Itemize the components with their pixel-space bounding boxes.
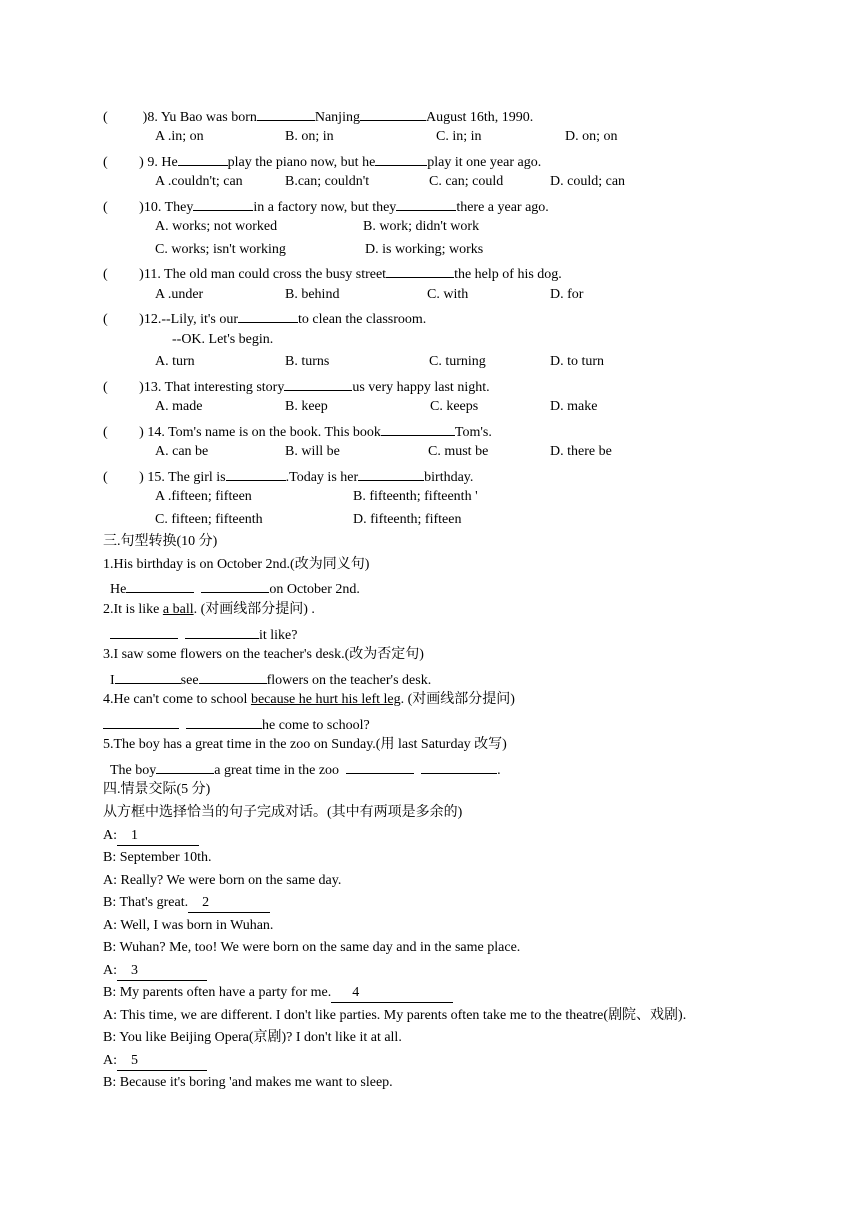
answer-blank[interactable] xyxy=(346,759,414,774)
dialogue-text: Well, I was born in Wuhan. xyxy=(120,918,274,933)
option-b: B. keep xyxy=(285,399,328,414)
answer-blank[interactable] xyxy=(156,759,214,774)
answer-text: I xyxy=(110,673,115,688)
transform-5-question: 5.The boy has a great time in the zoo on Sunday.(用 last Saturday 改写) xyxy=(103,737,507,752)
answer-blank[interactable] xyxy=(201,578,269,593)
speaker: B: xyxy=(103,850,117,865)
q11-stem-b: the help of his dog. xyxy=(454,267,562,282)
option-b: B. fifteenth; fifteenth ' xyxy=(353,489,478,504)
option-a: A .under xyxy=(155,287,204,302)
q13-stem: )13. That interesting story xyxy=(139,380,285,395)
question-text: . (对画线部分提问) xyxy=(400,692,515,707)
underlined-text: because he hurt his left leg xyxy=(250,692,401,707)
speaker: A: xyxy=(103,873,117,888)
answer-blank[interactable] xyxy=(110,624,178,639)
option-d: D. is working; works xyxy=(365,242,484,257)
dialogue-line xyxy=(103,962,207,981)
dialogue-text: Wuhan? Me, too! We were born on the same day and in the same place. xyxy=(119,940,521,955)
section-3-title: 三.句型转换(10 分) xyxy=(103,534,218,549)
answer-blank[interactable] xyxy=(193,196,253,211)
blank-number: 2 xyxy=(202,895,210,910)
question-text: 2.It is like xyxy=(103,602,163,617)
dialogue-line xyxy=(103,827,199,846)
transform-3-question: 3.I saw some flowers on the teacher's desk.(改为否定句) xyxy=(103,647,424,662)
dialogue-text: You like Beijing Opera(京剧)? I don't like it at all. xyxy=(119,1030,402,1045)
dialogue-line xyxy=(103,1029,402,1047)
q12-stem-b: to clean the classroom. xyxy=(298,312,427,327)
question-12 xyxy=(103,308,426,329)
paren: ( xyxy=(103,110,108,125)
option-c: C. can; could xyxy=(429,174,504,189)
transform-5-answer xyxy=(110,759,501,780)
q11-stem: )11. The old man could cross the busy street xyxy=(139,267,387,282)
option-d: D. fifteenth; fifteen xyxy=(353,512,462,527)
answer-text: a great time in the zoo xyxy=(214,763,340,778)
answer-blank[interactable] xyxy=(178,151,228,166)
transform-4-question xyxy=(103,691,515,709)
answer-blank[interactable] xyxy=(358,466,424,481)
speaker: B: xyxy=(103,940,117,955)
speaker: A: xyxy=(103,1008,117,1023)
option-d: D. there be xyxy=(550,444,612,459)
numbered-blank[interactable] xyxy=(117,1052,207,1071)
option-c: C. keeps xyxy=(430,399,479,414)
option-a: A .fifteen; fifteen xyxy=(155,489,252,504)
option-a: A .couldn't; can xyxy=(155,174,243,189)
q8-stem: )8. Yu Bao was born xyxy=(142,110,257,125)
dialogue-line xyxy=(103,872,341,890)
numbered-blank[interactable] xyxy=(331,984,453,1003)
option-a: A .in; on xyxy=(155,129,204,144)
question-15 xyxy=(103,466,473,487)
paren: ( xyxy=(103,425,108,440)
answer-blank[interactable] xyxy=(103,714,179,729)
underlined-text: a ball xyxy=(162,602,194,617)
section-4-instruction: 从方框中选择恰当的句子完成对话。(其中有两项是多余的) xyxy=(103,805,463,820)
question-10 xyxy=(103,196,549,217)
speaker: A: xyxy=(103,963,117,978)
answer-blank[interactable] xyxy=(186,714,262,729)
option-d: D. make xyxy=(550,399,598,414)
option-c: C. fifteen; fifteenth xyxy=(155,512,263,527)
answer-blank[interactable] xyxy=(126,578,194,593)
dialogue-line xyxy=(103,849,212,867)
q12-stem: )12.--Lily, it's our xyxy=(139,312,238,327)
option-b: B.can; couldn't xyxy=(285,174,370,189)
paren: ( xyxy=(103,312,108,327)
answer-text: see xyxy=(180,673,199,688)
option-c: C. with xyxy=(427,287,469,302)
answer-blank[interactable] xyxy=(360,106,426,121)
question-text: 4.He can't come to school xyxy=(103,692,251,707)
q9-stem: ) 9. He xyxy=(139,155,178,170)
transform-4-answer xyxy=(103,714,370,735)
transform-3-answer xyxy=(110,669,431,690)
option-c: C. turning xyxy=(429,354,486,369)
question-9 xyxy=(103,151,541,172)
blank-number: 5 xyxy=(131,1053,138,1068)
answer-blank[interactable] xyxy=(257,106,315,121)
option-d: D. on; on xyxy=(565,129,618,144)
question-13 xyxy=(103,376,490,397)
q15-stem: ) 15. The girl is xyxy=(139,470,226,485)
option-a: A. made xyxy=(155,399,203,414)
speaker: A: xyxy=(103,828,117,843)
dialogue-text: My parents often have a party for me. xyxy=(119,985,332,1000)
answer-text: He xyxy=(110,582,127,597)
option-c: C. works; isn't working xyxy=(155,242,286,257)
option-a: A. works; not worked xyxy=(155,219,278,234)
transform-1-answer xyxy=(110,578,360,599)
q9-stem-b: play the piano now, but he xyxy=(227,155,376,170)
speaker: B: xyxy=(103,1030,117,1045)
answer-blank[interactable] xyxy=(199,669,267,684)
blank-number: 1 xyxy=(131,828,138,843)
dialogue-text: Because it's boring 'and makes me want to sleep. xyxy=(119,1075,393,1090)
speaker: A: xyxy=(103,1053,117,1068)
option-d: D. could; can xyxy=(550,174,626,189)
speaker: A: xyxy=(103,918,117,933)
blank-number: 4 xyxy=(352,985,360,1000)
question-text: . (对画线部分提问) . xyxy=(193,602,315,617)
answer-blank[interactable] xyxy=(375,151,427,166)
question-8 xyxy=(103,106,533,127)
answer-text: The boy xyxy=(110,763,157,778)
answer-text: it like? xyxy=(259,628,298,643)
paren: ( xyxy=(103,380,108,395)
q10-stem-c: there a year ago. xyxy=(456,200,549,215)
dialogue-text: This time, we are different. I don't like parties. My parents often take me to the theatre(剧院、戏剧). xyxy=(120,1008,687,1023)
q12-reply: --OK. Let's begin. xyxy=(172,332,274,347)
transform-2-question xyxy=(103,601,315,619)
paren: ( xyxy=(103,267,108,282)
answer-text: he come to school? xyxy=(262,718,370,733)
dialogue-line xyxy=(103,1074,393,1092)
dialogue-line xyxy=(103,1052,207,1071)
blank-number: 3 xyxy=(131,963,138,978)
dialogue-text: Really? We were born on the same day. xyxy=(120,873,342,888)
option-b: B. will be xyxy=(285,444,340,459)
q15-stem-b: .Today is her xyxy=(285,470,359,485)
section-4-title: 四.情景交际(5 分) xyxy=(103,782,211,797)
transform-2-answer xyxy=(110,624,298,645)
dialogue-line xyxy=(103,917,273,935)
dialogue-text: September 10th. xyxy=(119,850,212,865)
answer-blank[interactable] xyxy=(226,466,286,481)
q8-stem-b: Nanjing xyxy=(314,110,360,125)
option-b: B. turns xyxy=(285,354,330,369)
option-b: B. behind xyxy=(285,287,340,302)
q10-stem: )10. They xyxy=(139,200,194,215)
dialogue-line xyxy=(103,984,453,1003)
dialogue-line xyxy=(103,894,270,913)
answer-blank[interactable] xyxy=(185,624,259,639)
answer-text: on October 2nd. xyxy=(269,582,360,597)
question-14 xyxy=(103,421,492,442)
numbered-blank[interactable] xyxy=(117,962,207,981)
dialogue-line xyxy=(103,1007,686,1025)
paren: ( xyxy=(103,200,108,215)
answer-blank[interactable] xyxy=(381,421,455,436)
q13-stem-b: us very happy last night. xyxy=(352,380,490,395)
option-b: B. work; didn't work xyxy=(363,219,480,234)
answer-blank[interactable] xyxy=(396,196,456,211)
answer-text: . xyxy=(497,763,501,778)
question-11 xyxy=(103,263,562,284)
option-a: A. can be xyxy=(155,444,209,459)
q15-stem-c: birthday. xyxy=(424,470,474,485)
speaker: B: xyxy=(103,1075,117,1090)
option-c: C. must be xyxy=(428,444,489,459)
option-d: D. to turn xyxy=(550,354,605,369)
answer-blank[interactable] xyxy=(238,308,298,323)
answer-blank[interactable] xyxy=(421,759,497,774)
dialogue-line xyxy=(103,939,520,957)
answer-text: flowers on the teacher's desk. xyxy=(266,673,432,688)
numbered-blank[interactable] xyxy=(188,894,270,913)
q9-stem-c: play it one year ago. xyxy=(427,155,542,170)
transform-1-question: 1.His birthday is on October 2nd.(改为同义句) xyxy=(103,557,370,572)
answer-blank[interactable] xyxy=(386,263,454,278)
dialogue-text: That's great. xyxy=(119,895,189,910)
answer-blank[interactable] xyxy=(284,376,352,391)
answer-blank[interactable] xyxy=(115,669,181,684)
option-b: B. on; in xyxy=(285,129,334,144)
paren: ( xyxy=(103,155,108,170)
option-a: A. turn xyxy=(155,354,195,369)
q14-stem: ) 14. Tom's name is on the book. This book xyxy=(139,425,381,440)
q10-stem-b: in a factory now, but they xyxy=(253,200,397,215)
q8-stem-c: August 16th, 1990. xyxy=(425,110,534,125)
option-d: D. for xyxy=(550,287,584,302)
numbered-blank[interactable] xyxy=(117,827,199,846)
option-c: C. in; in xyxy=(436,129,482,144)
speaker: B: xyxy=(103,985,117,1000)
paren: ( xyxy=(103,470,108,485)
speaker: B: xyxy=(103,895,117,910)
q14-stem-b: Tom's. xyxy=(454,425,492,440)
